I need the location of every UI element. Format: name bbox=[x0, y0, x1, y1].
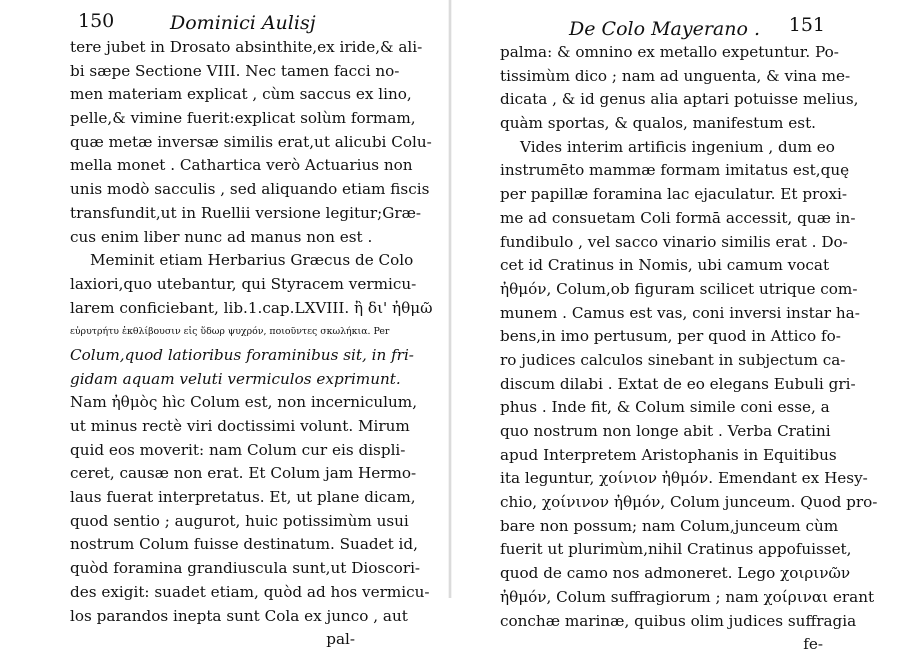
text-line: munem . Camus est vas, coni inversi instar ha- bbox=[500, 303, 860, 322]
text-line: unis modò sacculis , sed aliquando etiam fiscis bbox=[70, 180, 430, 199]
text-line: ro judices calculos sinebant in subjectum ca- bbox=[500, 350, 846, 369]
text-line: bens,in imo pertusum, per quod in Attico fo- bbox=[500, 327, 841, 346]
text-line: εὐρυτρήτυ ἐκθλίβουσιν εἰς ὕδωρ ψυχρόν, ποιοῦντες σκωλήκια. Per bbox=[70, 326, 390, 338]
text-line: Colum,quod latioribus foraminibus sit, in fri- bbox=[70, 345, 414, 364]
text-line: cus enim liber nunc ad manus non est . bbox=[70, 227, 373, 246]
text-line: phus . Inde fit, & Colum simile coni esse, a bbox=[500, 398, 830, 417]
text-line: cet id Cratinus in Nomis, ubi camum vocat bbox=[500, 256, 830, 275]
text-line: larem conficiebant, lib.1.cap.LXVIII. ἢ δι' ἠθμῶ bbox=[70, 298, 433, 317]
left-running-head: Dominici Aulisj bbox=[170, 12, 316, 34]
text-line: gidam aquam veluti vermiculos exprimunt. bbox=[70, 369, 401, 388]
text-line: quod sentio ; augurot, huic potissimùm usui bbox=[70, 511, 409, 530]
left-page-text bbox=[70, 36, 433, 652]
text-line: tere jubet in Drosato absinthite,ex iride,& ali- bbox=[70, 38, 423, 56]
text-line: quo nostrum non longe abit . Verba Cratini bbox=[500, 422, 831, 440]
right-page-header bbox=[500, 4, 825, 40]
text-line: quòd foramina grandiuscula sunt,ut Dioscori- bbox=[70, 559, 421, 578]
text-line: conchæ marinæ, quibus olim judices suffragia bbox=[500, 611, 857, 630]
text-line: transfundit,ut in Ruellii versione legitur;Græ- bbox=[70, 203, 422, 222]
text-line: mella monet . Cathartica verò Actuarius non bbox=[70, 156, 413, 175]
text-line: quod de camo nos admoneret. Lego χοιρινῶν bbox=[500, 564, 851, 583]
catchword: fe- bbox=[803, 635, 823, 654]
text-line: Meminit etiam Herbarius Græcus de Colo bbox=[90, 251, 414, 270]
catchword: pal- bbox=[326, 630, 355, 649]
text-line: men materiam explicat , cùm saccus ex lino, bbox=[70, 85, 412, 104]
left-page bbox=[70, 0, 433, 649]
text-line: quæ metæ inversæ similis erat,ut alicubi Colu- bbox=[70, 132, 432, 151]
text-line: pelle,& vimine fuerit:explicat solùm formam, bbox=[70, 109, 416, 128]
right-page bbox=[500, 0, 878, 654]
text-line: los parandos inepta sunt Cola ex junco , aut bbox=[70, 606, 408, 625]
right-page-text bbox=[500, 41, 878, 657]
text-line: fuerit ut plurimùm,nihil Cratinus appofuisset, bbox=[500, 540, 852, 559]
text-line: per papillæ foramina lac ejaculatur. Et proxi- bbox=[500, 185, 847, 204]
text-line: palma: & omnino ex metallo expetuntur. Po- bbox=[500, 43, 839, 61]
left-page-number: 150 bbox=[78, 10, 115, 32]
text-line: discum dilabi . Extat de eo elegans Eubuli gri- bbox=[500, 374, 856, 393]
text-line: ἠθμόν, Colum,ob figuram scilicet utrique com- bbox=[500, 279, 858, 298]
text-line: ita leguntur, χοίνιον ἠθμόν. Emendant ex Hesy- bbox=[500, 469, 868, 488]
text-line: tissimùm dico ; nam ad unguenta, & vina me- bbox=[500, 66, 851, 85]
text-line: bi sæpe Sectione VIII. Nec tamen facci no- bbox=[70, 61, 400, 80]
text-line: nostrum Colum fuisse destinatum. Suadet id, bbox=[70, 535, 418, 554]
text-line: apud Interpretem Aristophanis in Equitibus bbox=[500, 445, 837, 464]
book-gutter bbox=[448, 0, 452, 598]
text-line: me ad consuetam Coli formā accessit, quæ in- bbox=[500, 208, 856, 227]
text-line: ἠθμόν, Colum suffragiorum ; nam χοίριναι erant bbox=[500, 587, 875, 606]
text-line: fundibulo , vel sacco vinario similis erat . Do- bbox=[500, 232, 848, 251]
text-line: Nam ἠθμὸς hìc Colum est, non incerniculum, bbox=[70, 393, 418, 412]
left-page-header bbox=[70, 4, 395, 34]
text-line: laxiori,quo utebantur, qui Styracem vermicu- bbox=[70, 274, 417, 293]
text-line: ut minus rectè viri doctissimi volunt. Mirum bbox=[70, 417, 410, 435]
text-line: Vides interim artificis ingenium , dum eo bbox=[520, 137, 835, 156]
text-line: dicata , & id genus alia aptari potuisse melius, bbox=[500, 90, 859, 109]
text-line: instrumēto mammæ formam imitatus est,quę bbox=[500, 161, 850, 180]
right-page-number: 151 bbox=[788, 14, 825, 36]
text-line: quid eos moverit: nam Colum cur eis displi- bbox=[70, 440, 406, 459]
text-line: chio, χοίνινον ἠθμόν, Colum junceum. Quod pro- bbox=[500, 493, 878, 512]
text-line: des exigit: suadet etiam, quòd ad hos vermicu- bbox=[70, 582, 430, 601]
right-running-head: De Colo Mayerano . bbox=[569, 18, 760, 40]
text-line: ceret, causæ non erat. Et Colum jam Hermo- bbox=[70, 464, 417, 483]
text-line: quàm sportas, & qualos, manifestum est. bbox=[500, 114, 816, 133]
text-line: bare non possum; nam Colum,junceum cùm bbox=[500, 516, 839, 535]
text-line: laus fuerat interpretatus. Et, ut plane dicam, bbox=[70, 488, 416, 507]
